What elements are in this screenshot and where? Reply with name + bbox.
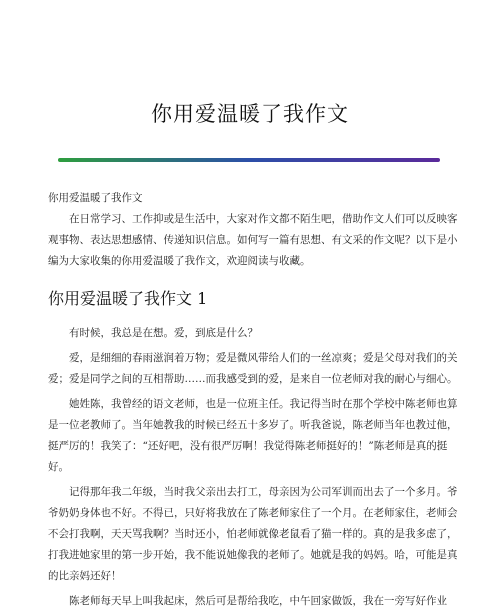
article-paragraph-2: 爱，是细细的春雨滋润着万物；爱是微风带给人们的一丝凉爽；爱是父母对我们的关爱；爱是同学之间的互相帮助……而我感受到的爱，是来自一位老师对我的耐心与细心。 [48, 352, 458, 385]
article-paragraph-3: 她姓陈，我曾经的语文老师，也是一位班主任。我记得当时在那个学校中陈老师也算是一位老教师了。当年她教我的时候已经五十多岁了。听我爸说，陈老师当年也教过他，挺严厉的！我笑了：“还好吧，没有很严厉啊！我觉得陈老师挺好的！”陈老师是真的挺好。 [48, 398, 458, 473]
article-body [48, 323, 458, 616]
intro-paragraph: 在日常学习、工作抑或是生活中，大家对作文都不陌生吧，借助作文人们可以反映客观事物、表达思想感情、传递知识信息。如何写一篇有思想、有文采的作文呢？以下是小编为大家收集的你用爱温暖了我作文，欢迎阅读与收藏。 [48, 213, 458, 267]
page-title: 你用爱温暖了我作文 [151, 102, 349, 126]
document-subtitle: 你用爱温暖了我作文 [48, 192, 143, 204]
article-paragraph-4: 记得那年我二年级，当时我父亲出去打工，母亲因为公司军训而出去了一个多月。爷爷奶奶身体也不好。不得已，只好将我放在了陈老师家住了一个月。在老师家住，老师会不会打我啊，天天骂我啊？当时还小，怕老师就像老鼠看了猫一样的。真的是我多虑了，打我进她家里的第一步开始，我不能说她像我的老师了。她就是我的妈妈。哈，可能是真的比亲妈还好！ [48, 486, 458, 582]
article-paragraph-1: 有时候，我总是在想。爱，到底是什么？ [69, 327, 258, 339]
section-heading: 你用爱温暖了我作文 1 [48, 289, 208, 308]
article-paragraph-5: 陈老师每天早上叫我起床，然后可是帮给我吃，中午回家做饭，我在一旁写好作业 [69, 595, 447, 607]
intro-block [48, 209, 458, 276]
title-divider [58, 158, 440, 162]
